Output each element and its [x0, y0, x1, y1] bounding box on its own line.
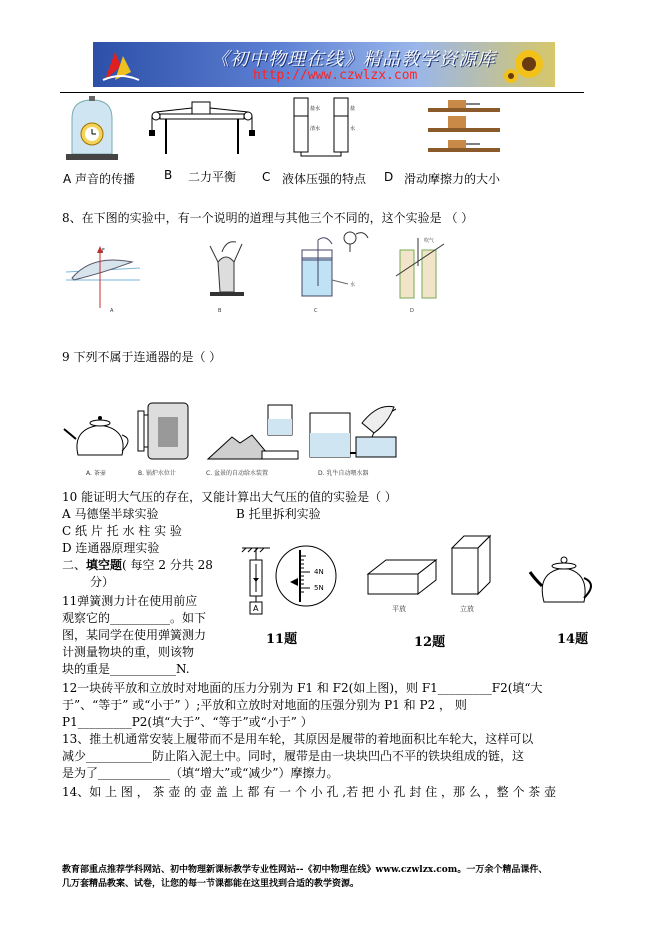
q11-line-2: 观察它的__________。如下 [62, 611, 207, 625]
q10-option-b: B 托里拆利实验 [236, 507, 321, 521]
q11-line-5: 块的重是___________N. [62, 662, 190, 676]
section-2-heading-cont: 分） [90, 575, 115, 589]
q13-line-1: 13、推土机通常安装上履带而不是用车轮，其原因是履带的着地面积比车轮大，这样可以 [62, 732, 534, 746]
q7-caption-d-letter: D [384, 170, 394, 184]
q7-caption-d: 滑动摩擦力的大小 [404, 172, 501, 186]
fig-label-14: 14题 [557, 632, 589, 647]
q7-caption-b-letter: B [164, 168, 173, 182]
fig-label-11: 11题 [266, 632, 298, 647]
q11-line-3: 图，某同学在使用弹簧测力 [62, 628, 207, 642]
q8-label-b: B [218, 308, 222, 314]
q8-label-d: D [410, 308, 414, 314]
svg-text:水: 水 [350, 282, 356, 288]
section-2-title: 填空题 [86, 558, 123, 572]
q11-spring-scale-figure [240, 540, 340, 622]
q7-caption-a: A 声音的传播 [63, 172, 136, 186]
q11-scale-4n: 4N [314, 568, 324, 576]
q12-line-2: 于”、“等于” 或“小于” ）;平放和立放时对地面的压强分别为 P1 和 P2 ， 则 [62, 698, 467, 712]
q11-line-4: 计测量物块的重，则该物 [62, 645, 195, 659]
q8-label-c: C [314, 308, 318, 314]
q13-line-2: 减少___________防止陷入泥土中。同时，履带是由一块块凹凸不平的铁块组成的链，这 [62, 749, 525, 763]
q10-question: 10 能证明大气压的存在，又能计算出大气压的值的实验是（ ） [62, 490, 397, 504]
q8-figure-funnel [330, 228, 370, 254]
q9-caption-b: B. 锅炉水位计 [138, 470, 176, 477]
q9-caption-d: D. 乳牛自动喂水器 [318, 470, 369, 477]
banner-url: http://www.czwlzx.com [253, 68, 418, 83]
q7-caption-c-letter: C [262, 170, 271, 184]
q9-caption-a: A. 茶壶 [86, 470, 106, 477]
q11-line-1: 11弹簧测力计在使用前应 [62, 594, 198, 608]
section-2-prefix: 二、 [62, 558, 87, 572]
footer-line-2: 几万套精品教案、试卷，让您的每一节课都能在这里找到合适的教学资源。 [62, 879, 360, 889]
q13-line-3: 是为了____________（填“增大”或“减少”）摩擦力。 [62, 766, 339, 780]
q8-figure-paper-blow [202, 238, 252, 314]
q8-question: 8、在下图的实验中，有一个说明的道理与其他三个不同的，这个实验是 （ ） [62, 211, 474, 225]
q7-bell-jar-figure [62, 96, 122, 162]
header-banner [93, 42, 555, 87]
fig-label-12: 12题 [414, 635, 446, 650]
q10-option-a: A 马德堡半球实验 [62, 507, 159, 521]
sunflower-icon [503, 44, 551, 86]
svg-text:水: 水 [350, 126, 356, 132]
svg-text:吹气: 吹气 [424, 238, 435, 244]
q10-option-d: D 连通器原理实验 [62, 541, 160, 555]
site-logo-icon [101, 46, 141, 84]
q11-scale-5n: 5N [314, 584, 324, 592]
banner-title: 《初中物理在线》精品教学资源库 [211, 49, 496, 70]
svg-text:F: F [102, 248, 105, 254]
q12-brick-figure [364, 530, 498, 614]
q8-figure-papers [394, 236, 450, 316]
q7-caption-b: 二力平衡 [188, 170, 237, 184]
q14-teapot-figure [528, 542, 598, 612]
q12-label-flat: 平放 [392, 605, 406, 613]
footer-line-1: 教育部重点推荐学科网站、初中物理新课标教学专业性网站--《初中物理在线》www.czwlzx.com。一万余个精品课件、 [62, 865, 548, 875]
q12-label-upright: 立放 [460, 605, 474, 613]
svg-text:清水: 清水 [310, 126, 321, 132]
header-divider [60, 92, 584, 93]
svg-text:盐水: 盐水 [310, 106, 321, 112]
svg-text:盐: 盐 [350, 106, 356, 112]
q8-figure-wing [62, 240, 144, 314]
q12-line-1: 12一块砖平放和立放时对地面的压力分别为 F1 和 F2(如上图)，则 F1_________F2(填“大 [62, 681, 543, 695]
q7-balance-table-figure [146, 96, 258, 158]
q10-option-c: C 纸 片 托 水 柱 实 验 [62, 524, 182, 538]
section-2-score: ( 每空 2 分共 28 [122, 558, 213, 572]
section-2-heading [62, 557, 213, 574]
q12-line-3: P1_________P2(填“大于”、“等于”或“小于” ） [62, 715, 313, 729]
q11-block-label: A [253, 604, 259, 613]
q14-line-1: 14、如 上 图 ， 茶 壶 的 壶 盖 上 都 有 一 个 小 孔 ,若 把 小 孔 封 住 ，那 么 ，整 个 茶 壶 [62, 785, 557, 799]
q7-caption-c: 液体压强的特点 [282, 172, 367, 186]
q8-label-a: A [110, 308, 114, 314]
q9-question: 9 下列不属于连通器的是（ ） [62, 350, 222, 364]
q9-caption-c: C. 盆景的自动给水装置 [206, 470, 269, 477]
q7-friction-figure [422, 96, 506, 158]
q7-liquid-pressure-figure [286, 96, 360, 158]
